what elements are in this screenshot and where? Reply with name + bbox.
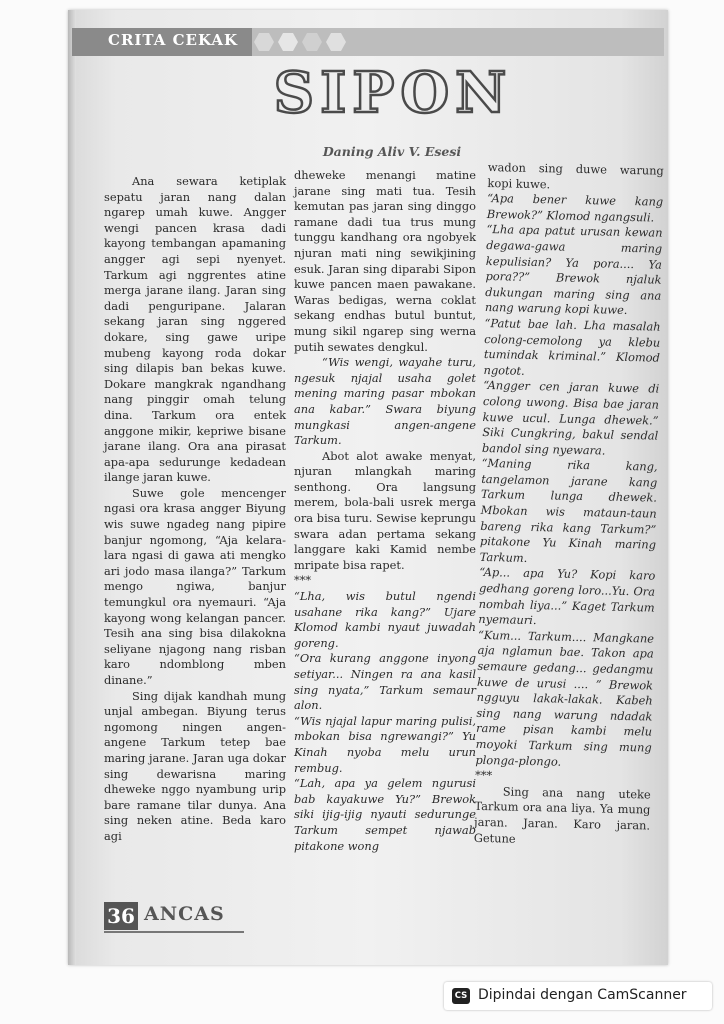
paragraph: Sing dijak kandhah mung unjal ambegan. Biyung terus ngomong ningen angen-angene Tarkum tetep bae maring jarane. Jaran uga dokar sing dewarisna maring dheweke nggo nyambung urip bare ramane tilar dunya. Ana sing neken atine. Beda karo agi xyxy=(104,688,286,843)
paragraph: “Maning rika kang, tangelamon jarane kang Tarkum lunga dhewek. Mbokan wis mataun-taun bareng rika kang Tarkum?” pitakone Yu Kinah maring Tarkum. xyxy=(479,456,658,565)
paragraph: “Angger cen jaran kuwe di colong uwong. Bisa bae jaran kuwe ucul. Lunga dhewek.” Siki Cungkring, bakul sendal bandol sing nyewara. xyxy=(481,378,660,458)
paragraph: “Ora kurang anggone inyong setiyar... Ningen ra ana kasil sing nyata,” Tarkum semaur alon. xyxy=(294,651,476,713)
text-column-2 xyxy=(294,168,476,854)
text-column-1 xyxy=(104,174,286,845)
paragraph: “Lha apa patut urusan kewan degawa-gawa maring kepulisian? Ya pora.... Ya pora??” Brewok njaluk dukungan maring sing ana nang warung kopi kuwe. xyxy=(484,222,663,318)
camscanner-watermark xyxy=(444,982,712,1010)
paragraph: “Kum... Tarkum.... Mangkane aja nglamun bae. Takon apa semaure gedang... gedangmu kuwe de urusi .... ” Brewok ngguyu lakak-lakak. Kabeh sing nang warung ndadak rame pisan kambi melu moyoki Tarkum sing mung plonga-plongo. xyxy=(475,627,655,769)
paragraph: Abot alot awake menyat, njuran mlangkah maring senthong. Ora langsung merem, bola-bali usrek merga ora bisa turu. Sewise keprungu swara adan pertama sekang langgare kaki Kamid nembe mripate bisa rapet. xyxy=(294,448,476,572)
page-gutter-shadow xyxy=(68,10,76,965)
paragraph: wadon sing duwe warung kopi kuwe. xyxy=(487,160,664,191)
magazine-page xyxy=(68,10,668,965)
text-column-3 xyxy=(474,160,664,850)
author-name: Daning Aliv V. Esesi xyxy=(322,144,462,159)
section-label: CRITA CEKAK xyxy=(108,31,239,49)
paragraph: dheweke menangi matine jarane sing mati tua. Tesih kemutan pas jaran sing dinggo ramane dadi tua trus mung tunggu kandhang ora ngobyek njuran mati ning sewikjining esuk. Jaran sing diparabi Sipon kuwe pancen maen pawakane. Waras bedigas, werna coklat sekang endhas butul buntut, mung sikil ngarep sing werna putih sewates dengkul. xyxy=(294,168,476,354)
paragraph: “Wis wengi, wayahe turu, ngesuk njajal usaha golet mening maring pasar mbokan ana kabar.” Swara biyung mungkasi angen-angene Tarkum. xyxy=(294,355,476,448)
paragraph: “Apa bener kuwe kang Brewok?” Klomod ngangsuli. xyxy=(486,191,664,225)
paragraph: “Lha, wis butul ngendi usahane rika kang?” Ujare Klomod kambi nyaut juwadah goreng. xyxy=(294,589,476,650)
magazine-logo: ANCAS xyxy=(144,903,225,925)
paragraph: “Wis njajal lapur maring pulisi, mbokan bisa ngrewangi?” Yu Kinah nyoba melu urun rembug. xyxy=(294,713,476,775)
page-number: 36 xyxy=(104,902,138,930)
paragraph: Sing ana nang uteke Tarkum ora ana liya. Ya mung jaran. Jaran. Karo jaran. Getune xyxy=(473,784,651,846)
camscanner-logo-icon: CS xyxy=(452,988,470,1004)
scene-break: *** xyxy=(474,768,493,783)
paragraph: Ana sewara ketiplak sepatu jaran nang dalan ngarep umah kuwe. Angger wengi pancen krasa dadi kayong tembangan apamaning angger agi sepi nyenyet. Tarkum agi nggrentes atine merga jarane ilang. Jaran sing dadi penguripane. Jalaran sekang jaran sing nggered dokare, sing gawe uripe mubeng kayong roda dokar sing dilapis ban bekas kuwe. Dokare mangkrak ngandhang nang pinggir omah telung dina. Tarkum ora entek anggone mikir, kepriwe bisane jarane ilang. Ora ana pirasat apa-apa sedurunge kedadean ilange jaran kuwe. xyxy=(104,174,286,485)
paragraph: “Lah, apa ya gelem ngurusi bab kayakuwe Yu?” Brewok siki ijig-ijig nyauti sedurunge Tarkum sempet njawab pitakone wong xyxy=(294,776,476,853)
paragraph: “Ap... apa Yu? Kopi karo gedhang goreng loro...Yu. Ora nombah liya...” Kaget Tarkum nyemauri. xyxy=(478,565,656,628)
paragraph: “Patut bae lah. Lha masalah colong-cemolong ya klebu tumindak kriminal.” Klomod ngotot. xyxy=(483,315,661,378)
hexagon-pattern-icon xyxy=(248,28,368,56)
watermark-text: Dipindai dengan CamScanner xyxy=(478,987,687,1003)
paragraph: Suwe gole mencenger ngasi ora krasa angger Biyung wis suwe ngadeg nang pipire banjur ngomong, “Aja kelara-lara ngasi di gawa ati mengko ari jodo masa ilanga?” Tarkum mengo ngiwa, banjur temungkul ora nyemauri. “Aja kayong wong kelangan pancer. Tesih ana sing bisa dilakokna seliyane njagong nang risban karo ndomblong mben dinane.” xyxy=(104,485,286,687)
scene-break: *** xyxy=(294,573,312,588)
footer-rule xyxy=(104,931,244,933)
story-title: SIPON xyxy=(273,60,513,126)
